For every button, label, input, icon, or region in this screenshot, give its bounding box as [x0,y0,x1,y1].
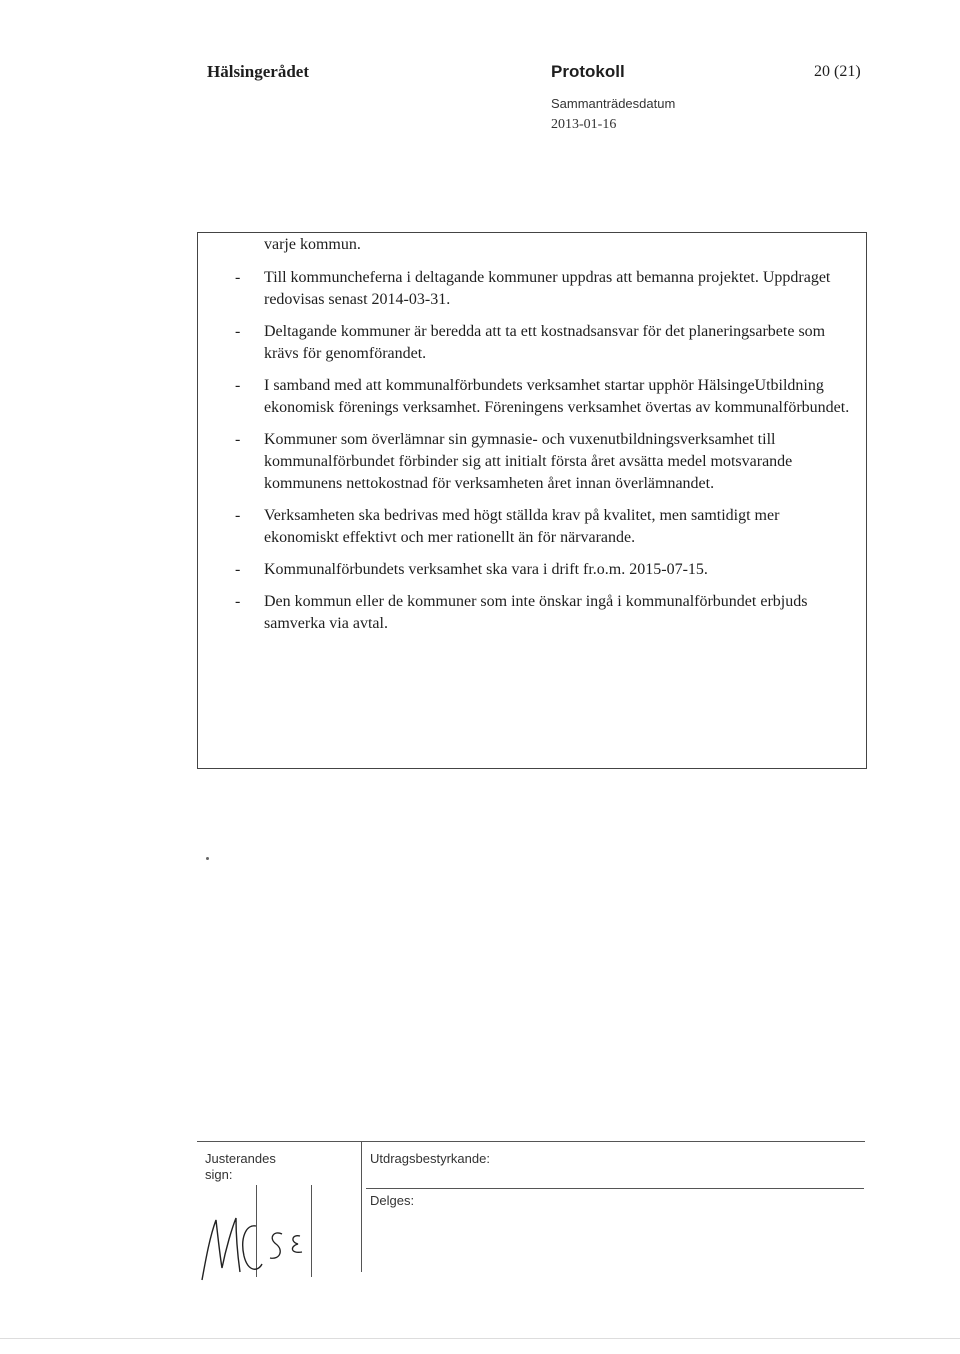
list-dash: - [235,323,241,340]
utdragsbestyrkande-label: Utdragsbestyrkande: [370,1151,490,1166]
delges-label: Delges: [370,1193,415,1208]
document-title: Protokoll [551,62,625,81]
list-dash: - [235,593,241,610]
footer-top-rule [197,1141,865,1142]
list-item [198,375,866,419]
justerandes-sign-label: Justerandes sign: [205,1151,276,1182]
list-item-text: Deltagande kommuner är beredda att ta ett kostnadsansvar för det planeringsarbete som krävs för genomförandet. [264,323,826,362]
footer-mid-rule [366,1188,864,1189]
continuation-text: varje kommun. [264,236,361,253]
list-item-text: Till kommuncheferna i deltagande kommuner uppdras att bemanna projektet. Uppdraget redovisas senast 2014-03-31. [264,269,831,308]
meeting-date-label: Sammanträdesdatum [551,96,676,111]
handwritten-signature [196,1198,316,1288]
list-dash: - [235,269,241,286]
list-item-text: Kommuner som överlämnar sin gymnasie- och vuxenutbildningsverksamhet till kommunalförbundet förbinder sig att initialt första året avsätta medel motsvarande kommunens nettokostnad för verksamheten året innan överlämnandet. [264,431,793,492]
page-number: 20 (21) [814,63,861,80]
list-item [198,429,866,495]
scan-edge-line [0,1338,960,1339]
list-item [198,267,866,311]
list-item-text: Den kommun eller de kommuner som inte önskar ingå i kommunalförbundet erbjuds samverka via avtal. [264,593,808,632]
meeting-date-value: 2013-01-16 [551,117,617,132]
list-dash: - [235,377,241,394]
list-dash: - [235,507,241,524]
list-dash: - [235,561,241,578]
list-item [198,591,866,635]
list-item-text: Kommunalförbundets verksamhet ska vara i drift fr.o.m. 2015-07-15. [264,561,708,578]
stray-dot [206,857,209,860]
organization-name: Hälsingerådet [207,62,309,81]
list-item-text: Verksamheten ska bedrivas med högt ställda krav på kvalitet, men samtidigt mer ekonomiskt effektivt och mer rationellt än för närvarande. [264,507,780,546]
list-item-text: I samband med att kommunalförbundets verksamhet startar upphör HälsingeUtbildning ekonomisk förenings verksamhet. Föreningens verksamhet övertas av kommunalförbundet. [264,377,850,416]
list-item [198,559,866,581]
list-item [198,321,866,365]
content-box [197,232,867,769]
list-item [198,505,866,549]
footer-divider-left [361,1141,362,1272]
decision-list [198,267,866,643]
list-dash: - [235,431,241,448]
